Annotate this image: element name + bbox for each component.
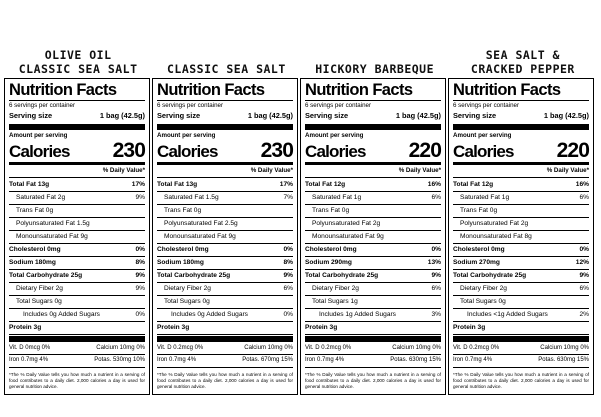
nutrient-row (305, 218, 441, 229)
nutrient-name: Trans Fat 0g (164, 207, 202, 214)
nutrient-daily-value: 8% (283, 259, 293, 266)
vitamin-row (157, 355, 293, 366)
product-header-2 (152, 62, 300, 78)
vitamin-cell (94, 356, 145, 365)
nutrient-row (305, 192, 441, 203)
nutrient-daily-value: 6% (579, 194, 589, 201)
vitamin-daily-value: 0% (580, 344, 589, 351)
vitamin-daily-value: 10% (132, 357, 145, 363)
serving-size-row (9, 110, 145, 123)
nutrient-row (305, 244, 441, 255)
nutrient-name: Saturated Fat 1g (312, 194, 362, 201)
nutrient-name: Polyunsaturated Fat 1.5g (16, 220, 90, 227)
serving-size-row (305, 110, 441, 123)
nutrient-row (453, 296, 589, 307)
divider (453, 100, 589, 101)
nutrient-name: Total Carbohydrate 25g (453, 272, 527, 279)
nutrient-name: Protein 3g (305, 324, 338, 331)
nutrient-name: Monounsaturated Fat 9g (312, 233, 384, 240)
nutrient-row (305, 322, 441, 333)
nutrient-name: Includes 0g Added Sugars (23, 311, 100, 318)
nutrient-row (453, 322, 589, 333)
amount-per-serving-label: Amount per serving (157, 132, 216, 139)
divider-hair (157, 334, 293, 335)
nutrient-row (453, 192, 589, 203)
vitamin-daily-value: 0% (342, 344, 352, 351)
daily-value-header: % Daily Value* (102, 167, 145, 174)
serving-size-value: 1 bag (42.5g) (99, 111, 145, 120)
nutrient-name: Trans Fat 0g (16, 207, 54, 214)
nutrient-daily-value: 17% (131, 181, 145, 188)
product-header-1-line1: OLIVE OIL (44, 48, 112, 62)
calories-value: 230 (260, 139, 293, 162)
nutrient-name: Saturated Fat 1g (460, 194, 510, 201)
nutrient-daily-value: 0% (283, 246, 293, 253)
nutrient-name: Total Sugars 0g (460, 298, 506, 305)
divider (9, 100, 145, 101)
nutrient-name: Total Fat 12g (453, 181, 494, 188)
nutrient-name: Trans Fat 0g (312, 207, 350, 214)
nutrient-name: Trans Fat 0g (460, 207, 498, 214)
vitamin-daily-value: 0% (284, 344, 293, 351)
divider-thick (9, 124, 145, 130)
nutrient-name: Polyunsaturated Fat 2g (460, 220, 529, 227)
product-header-4 (449, 48, 597, 78)
nutrient-name: Total Fat 13g (9, 181, 50, 188)
divider (453, 367, 589, 368)
servings-per-container: 6 servings per container (453, 102, 520, 109)
nutrient-name: Cholesterol 0mg (453, 246, 505, 253)
divider-thick (305, 336, 441, 342)
nutrient-name: Total Carbohydrate 25g (9, 272, 83, 279)
nutrient-name: Dietary Fiber 2g (164, 285, 211, 292)
vitamin-cell (9, 344, 50, 353)
nutrient-row (157, 179, 293, 190)
vitamin-row (453, 355, 589, 366)
divider-hair (453, 334, 589, 335)
vitamin-daily-value: 4% (335, 357, 345, 363)
nutrient-name: Monounsaturated Fat 9g (164, 233, 236, 240)
nutrient-name: Protein 3g (9, 324, 42, 331)
vitamin-cell (392, 344, 441, 353)
nutrition-facts-title: Nutrition Facts (157, 81, 265, 99)
nutrient-row (157, 231, 293, 242)
daily-value-footnote: *The % Daily Value tells you how much a nutrient in a serving of food contributes to a daily diet. 2,000 calories a day is used for general nutrition advice. (157, 371, 293, 389)
nutrient-row (9, 244, 145, 255)
product-header-4-line2: CRACKED PEPPER (470, 62, 575, 76)
vitamin-daily-value: 0% (41, 344, 51, 351)
vitamin-daily-value: 0% (136, 344, 145, 351)
vitamin-daily-value: 4% (39, 357, 49, 363)
vitamin-name: Vit. D 0.2mcg (453, 344, 489, 351)
serving-size-row (157, 110, 293, 123)
nutrient-name: Protein 3g (453, 324, 486, 331)
nutrient-row (9, 218, 145, 229)
serving-size-label: Serving size (157, 111, 201, 120)
vitamin-name: Iron 0.7mg (453, 357, 482, 363)
divider-medium (453, 162, 589, 165)
nutrient-row (157, 218, 293, 229)
nutrient-daily-value: 3% (431, 311, 441, 318)
nutrient-daily-value: 9% (431, 272, 441, 279)
daily-value-header: % Daily Value* (546, 167, 589, 174)
vitamin-name: Iron 0.7mg (305, 357, 334, 363)
calories-value: 230 (112, 139, 145, 162)
nutrient-daily-value: 7% (283, 194, 293, 201)
vitamin-row (305, 355, 441, 366)
nutrition-facts-title: Nutrition Facts (9, 81, 117, 99)
nutrient-name: Cholesterol 0mg (9, 246, 61, 253)
nutrient-row (157, 244, 293, 255)
nutrient-row (453, 309, 589, 320)
nutrient-daily-value: 0% (283, 311, 293, 318)
nutrient-name: Sodium 270mg (453, 259, 500, 266)
daily-value-header: % Daily Value* (250, 167, 293, 174)
nutrient-name: Total Carbohydrate 25g (305, 272, 379, 279)
amount-per-serving-label: Amount per serving (453, 132, 512, 139)
nutrient-daily-value: 9% (283, 272, 293, 279)
vitamin-daily-value: 0% (194, 344, 204, 351)
product-header-4-line1: SEA SALT & (485, 48, 560, 62)
nutrient-name: Sodium 180mg (9, 259, 56, 266)
nutrition-facts-title: Nutrition Facts (305, 81, 413, 99)
nutrient-row (453, 179, 589, 190)
vitamin-name: Iron 0.7mg (157, 357, 186, 363)
vitamin-name: Calcium 10mg (392, 344, 431, 351)
serving-size-value: 1 bag (42.5g) (543, 111, 589, 120)
serving-size-value: 1 bag (42.5g) (247, 111, 293, 120)
nutrient-row (9, 283, 145, 294)
vitamins-block (9, 343, 145, 366)
nutrient-daily-value: 6% (283, 285, 293, 292)
nutrient-row (157, 257, 293, 268)
nutrient-daily-value: 0% (579, 246, 589, 253)
nutrient-name: Protein 3g (157, 324, 190, 331)
nutrient-name: Polyunsaturated Fat 2.5g (164, 220, 238, 227)
calories-row (157, 140, 293, 161)
nutrient-row (305, 179, 441, 190)
nutrient-daily-value: 6% (579, 285, 589, 292)
nutrient-daily-value: 17% (279, 181, 293, 188)
amount-per-serving-label: Amount per serving (305, 132, 364, 139)
nutrient-name: Total Fat 12g (305, 181, 346, 188)
vitamin-row (9, 343, 145, 354)
vitamin-daily-value: 15% (428, 357, 441, 363)
divider (9, 177, 145, 178)
nutrient-daily-value: 16% (575, 181, 589, 188)
divider (9, 367, 145, 368)
divider-thick (157, 336, 293, 342)
vitamins-block (453, 343, 589, 366)
nutrient-row (305, 205, 441, 216)
vitamins-block (305, 343, 441, 366)
divider-thick (453, 336, 589, 342)
product-header-3 (301, 62, 449, 78)
nutrient-name: Includes <1g Added Sugars (467, 311, 548, 318)
divider (305, 100, 441, 101)
divider (305, 177, 441, 178)
nutrient-row (157, 309, 293, 320)
divider (157, 100, 293, 101)
nutrient-row (453, 231, 589, 242)
calories-label: Calories (453, 142, 514, 161)
vitamin-name: Potas. 670mg (242, 357, 280, 363)
vitamin-cell (157, 344, 203, 353)
vitamin-daily-value: 15% (576, 357, 589, 363)
nutrient-row (9, 322, 145, 333)
nutrient-row (305, 283, 441, 294)
vitamin-cell (157, 356, 196, 365)
nutrient-daily-value: 8% (135, 259, 145, 266)
nutrient-row (9, 192, 145, 203)
nutrient-row (453, 270, 589, 281)
nutrient-row (305, 231, 441, 242)
nutrient-row (305, 270, 441, 281)
nutrient-name: Dietary Fiber 2g (312, 285, 359, 292)
nutrition-facts-panel (4, 78, 150, 395)
vitamin-cell (453, 344, 499, 353)
divider (157, 177, 293, 178)
nutrient-row (157, 205, 293, 216)
nutrient-row (157, 296, 293, 307)
nutrient-daily-value: 0% (135, 311, 145, 318)
nutrient-row (453, 257, 589, 268)
divider (305, 367, 441, 368)
vitamin-row (9, 355, 145, 366)
vitamin-name: Vit. D 0.2mcg (305, 344, 341, 351)
daily-value-footnote: *The % Daily Value tells you how much a nutrient in a serving of food contributes to a daily diet. 2,000 calories a day is used for general nutrition advice. (9, 371, 145, 389)
divider-medium (157, 162, 293, 165)
nutrient-row (453, 218, 589, 229)
calories-value: 220 (408, 139, 441, 162)
vitamin-cell (453, 356, 492, 365)
divider-thick (305, 124, 441, 130)
nutrient-row (305, 296, 441, 307)
nutrient-daily-value: 12% (575, 259, 589, 266)
vitamin-name: Potas. 630mg (390, 357, 428, 363)
servings-per-container: 6 servings per container (157, 102, 224, 109)
vitamin-daily-value: 4% (187, 357, 197, 363)
vitamin-daily-value: 0% (490, 344, 500, 351)
vitamin-cell (390, 356, 441, 365)
nutrient-daily-value: 9% (135, 272, 145, 279)
divider-thick (453, 124, 589, 130)
nutrient-name: Includes 1g Added Sugars (319, 311, 396, 318)
product-header-2-line2: CLASSIC SEA SALT (166, 62, 286, 76)
vitamin-cell (244, 344, 293, 353)
nutrient-daily-value: 2% (579, 311, 589, 318)
vitamin-name: Calcium 10mg (96, 344, 135, 351)
nutrient-name: Polyunsaturated Fat 2g (312, 220, 381, 227)
vitamin-name: Vit. D 0.2mcg (157, 344, 193, 351)
nutrient-row (157, 322, 293, 333)
nutrient-row (305, 309, 441, 320)
nutrient-row (9, 205, 145, 216)
nutrition-facts-panel (300, 78, 446, 395)
calories-label: Calories (9, 142, 70, 161)
nutrient-name: Monounsaturated Fat 8g (460, 233, 532, 240)
nutrient-name: Total Fat 13g (157, 181, 198, 188)
vitamin-name: Potas. 630mg (538, 357, 576, 363)
nutrient-daily-value: 6% (431, 285, 441, 292)
nutrient-row (9, 309, 145, 320)
daily-value-footnote: *The % Daily Value tells you how much a nutrient in a serving of food contributes to a daily diet. 2,000 calories a day is used for general nutrition advice. (305, 371, 441, 389)
vitamin-cell (540, 344, 589, 353)
nutrient-name: Dietary Fiber 2g (460, 285, 507, 292)
nutrient-daily-value: 13% (427, 259, 441, 266)
nutrient-name: Saturated Fat 1.5g (164, 194, 219, 201)
serving-size-label: Serving size (305, 111, 349, 120)
vitamin-row (305, 343, 441, 354)
nutrient-name: Dietary Fiber 2g (16, 285, 63, 292)
vitamin-name: Iron 0.7mg (9, 357, 38, 363)
nutrient-name: Total Sugars 0g (16, 298, 62, 305)
nutrient-daily-value: 0% (135, 246, 145, 253)
nutrient-name: Total Sugars 0g (164, 298, 210, 305)
nutrient-row (9, 179, 145, 190)
calories-value: 220 (556, 139, 589, 162)
divider (157, 367, 293, 368)
nutrient-daily-value: 16% (427, 181, 441, 188)
nutrient-daily-value: 6% (431, 194, 441, 201)
nutrient-name: Sodium 290mg (305, 259, 352, 266)
nutrient-name: Includes 0g Added Sugars (171, 311, 248, 318)
servings-per-container: 6 servings per container (305, 102, 372, 109)
nutrient-row (157, 283, 293, 294)
serving-size-label: Serving size (453, 111, 497, 120)
calories-row (305, 140, 441, 161)
nutrient-name: Cholesterol 0mg (305, 246, 357, 253)
calories-row (9, 140, 145, 161)
divider-medium (305, 162, 441, 165)
vitamin-cell (96, 344, 145, 353)
nutrient-row (9, 257, 145, 268)
nutrient-row (305, 257, 441, 268)
product-header-1 (4, 48, 152, 78)
calories-label: Calories (305, 142, 366, 161)
amount-per-serving-label: Amount per serving (9, 132, 68, 139)
nutrition-panels-row (0, 78, 601, 395)
vitamin-name: Calcium 10mg (244, 344, 283, 351)
vitamin-daily-value: 15% (280, 357, 293, 363)
nutrient-row (157, 270, 293, 281)
vitamin-cell (305, 344, 351, 353)
nutrition-facts-panel (152, 78, 298, 395)
nutrient-name: Total Carbohydrate 25g (157, 272, 231, 279)
vitamin-cell (305, 356, 344, 365)
serving-size-row (453, 110, 589, 123)
product-headers-row (0, 0, 601, 78)
vitamin-cell (9, 356, 48, 365)
daily-value-footnote: *The % Daily Value tells you how much a nutrient in a serving of food contributes to a daily diet. 2,000 calories a day is used for general nutrition advice. (453, 371, 589, 389)
nutrition-facts-title: Nutrition Facts (453, 81, 561, 99)
divider (453, 177, 589, 178)
daily-value-header: % Daily Value* (398, 167, 441, 174)
vitamin-name: Potas. 530mg (94, 357, 132, 363)
vitamin-name: Calcium 10mg (540, 344, 579, 351)
nutrient-row (157, 192, 293, 203)
divider-thick (9, 336, 145, 342)
nutrient-daily-value: 9% (135, 285, 145, 292)
calories-row (453, 140, 589, 161)
vitamin-name: Vit. D 0mcg (9, 344, 40, 351)
nutrition-facts-panel (448, 78, 594, 395)
nutrient-daily-value: 9% (135, 194, 145, 201)
vitamin-daily-value: 4% (483, 357, 493, 363)
nutrient-name: Monounsaturated Fat 9g (16, 233, 88, 240)
vitamin-row (157, 343, 293, 354)
divider-hair (305, 334, 441, 335)
servings-per-container: 6 servings per container (9, 102, 76, 109)
vitamin-cell (242, 356, 293, 365)
nutrient-daily-value: 9% (579, 272, 589, 279)
vitamin-cell (538, 356, 589, 365)
nutrient-name: Cholesterol 0mg (157, 246, 209, 253)
nutrient-row (453, 244, 589, 255)
vitamin-row (453, 343, 589, 354)
divider-medium (9, 162, 145, 165)
nutrient-name: Saturated Fat 2g (16, 194, 66, 201)
nutrient-name: Total Sugars 1g (312, 298, 358, 305)
product-header-1-line2: CLASSIC SEA SALT (18, 62, 138, 76)
vitamin-daily-value: 0% (432, 344, 441, 351)
serving-size-value: 1 bag (42.5g) (395, 111, 441, 120)
nutrient-row (453, 205, 589, 216)
nutrient-row (9, 296, 145, 307)
product-header-3-line2: HICKORY BARBEQUE (315, 62, 435, 76)
divider-hair (9, 334, 145, 335)
nutrient-row (9, 231, 145, 242)
serving-size-label: Serving size (9, 111, 53, 120)
calories-label: Calories (157, 142, 218, 161)
nutrient-row (453, 283, 589, 294)
nutrient-row (9, 270, 145, 281)
nutrient-daily-value: 0% (431, 246, 441, 253)
divider-thick (157, 124, 293, 130)
nutrient-name: Sodium 180mg (157, 259, 204, 266)
vitamins-block (157, 343, 293, 366)
